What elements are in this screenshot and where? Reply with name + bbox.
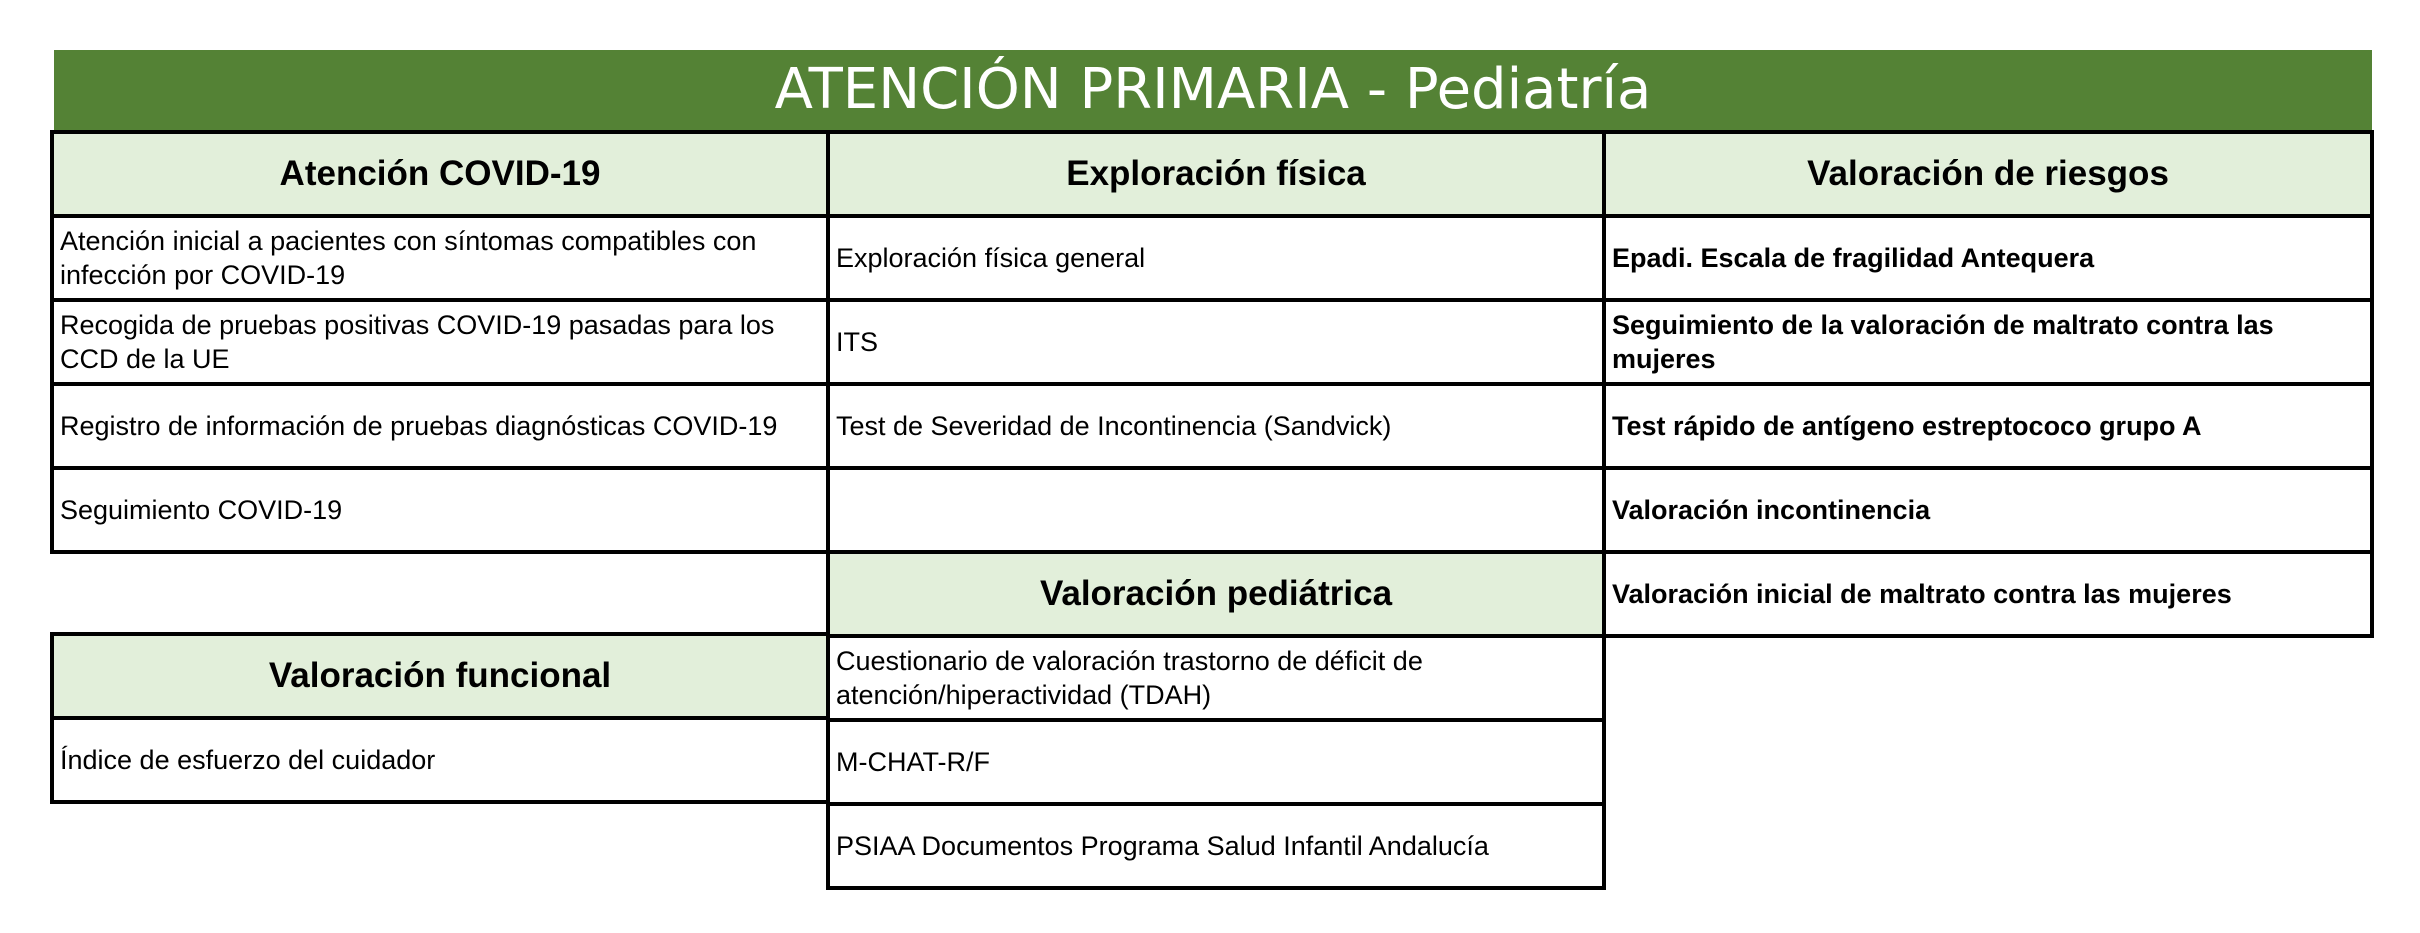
riesgos-header: [1602, 130, 2374, 218]
exploracion-item[interactable]: [826, 214, 1606, 302]
funcional-header: [50, 632, 830, 720]
covid-item[interactable]: [50, 382, 830, 470]
riesgos-item[interactable]: [1602, 298, 2374, 386]
riesgos-item[interactable]: [1602, 466, 2374, 554]
covid-item-label: Recogida de pruebas positivas COVID-19 pasadas para los CCD de la UE: [60, 310, 775, 374]
pediatrica-item[interactable]: [826, 802, 1606, 890]
exploracion-item-label: ITS: [836, 327, 879, 357]
covid-item-label: Atención inicial a pacientes con síntomas compatibles con infección por COVID-19: [60, 226, 757, 290]
pediatrica-item[interactable]: [826, 634, 1606, 722]
pediatrica-item-label: M-CHAT-R/F: [836, 747, 990, 777]
exploracion-item[interactable]: [826, 382, 1606, 470]
covid-item[interactable]: [50, 466, 830, 554]
exploracion-empty-cell: [826, 466, 1606, 554]
covid-header: [50, 130, 830, 218]
exploracion-item-label: Exploración física general: [836, 243, 1146, 273]
page-title: ATENCIÓN PRIMARIA - Pediatría: [774, 57, 1652, 122]
riesgos-item-label: Valoración incontinencia: [1612, 495, 1931, 525]
riesgos-header-label: Valoración de riesgos: [1807, 154, 2169, 193]
exploracion-item-label: Test de Severidad de Incontinencia (Sandvick): [836, 411, 1392, 441]
covid-item-label: Registro de información de pruebas diagnósticas COVID-19: [60, 411, 778, 441]
covid-header-label: Atención COVID-19: [279, 154, 601, 193]
riesgos-item-label: Valoración inicial de maltrato contra las mujeres: [1612, 579, 2232, 609]
riesgos-item[interactable]: [1602, 214, 2374, 302]
exploracion-header-label: Exploración física: [1066, 154, 1366, 193]
pediatrica-item[interactable]: [826, 718, 1606, 806]
riesgos-item-label: Epadi. Escala de fragilidad Antequera: [1612, 243, 2095, 273]
funcional-item[interactable]: [50, 716, 830, 804]
pediatrica-header: [826, 550, 1606, 638]
riesgos-item-label: Seguimiento de la valoración de maltrato contra las mujeres: [1612, 310, 2274, 374]
funcional-item-label: Índice de esfuerzo del cuidador: [60, 745, 436, 775]
riesgos-item-label: Test rápido de antígeno estreptococo grupo A: [1612, 411, 2202, 441]
exploracion-header: [826, 130, 1606, 218]
pediatrica-item-label: Cuestionario de valoración trastorno de déficit de atención/hiperactividad (TDAH): [836, 646, 1423, 710]
exploracion-item[interactable]: [826, 298, 1606, 386]
funcional-header-label: Valoración funcional: [268, 656, 612, 695]
covid-item[interactable]: [50, 214, 830, 302]
riesgos-item[interactable]: [1602, 382, 2374, 470]
riesgos-item[interactable]: [1602, 550, 2374, 638]
title-banner: [54, 50, 2372, 130]
pediatrica-item-label: PSIAA Documentos Programa Salud Infantil Andalucía: [836, 831, 1489, 861]
pediatrica-header-label: Valoración pediátrica: [1039, 574, 1393, 613]
covid-item-label: Seguimiento COVID-19: [60, 495, 343, 525]
covid-item[interactable]: [50, 298, 830, 386]
